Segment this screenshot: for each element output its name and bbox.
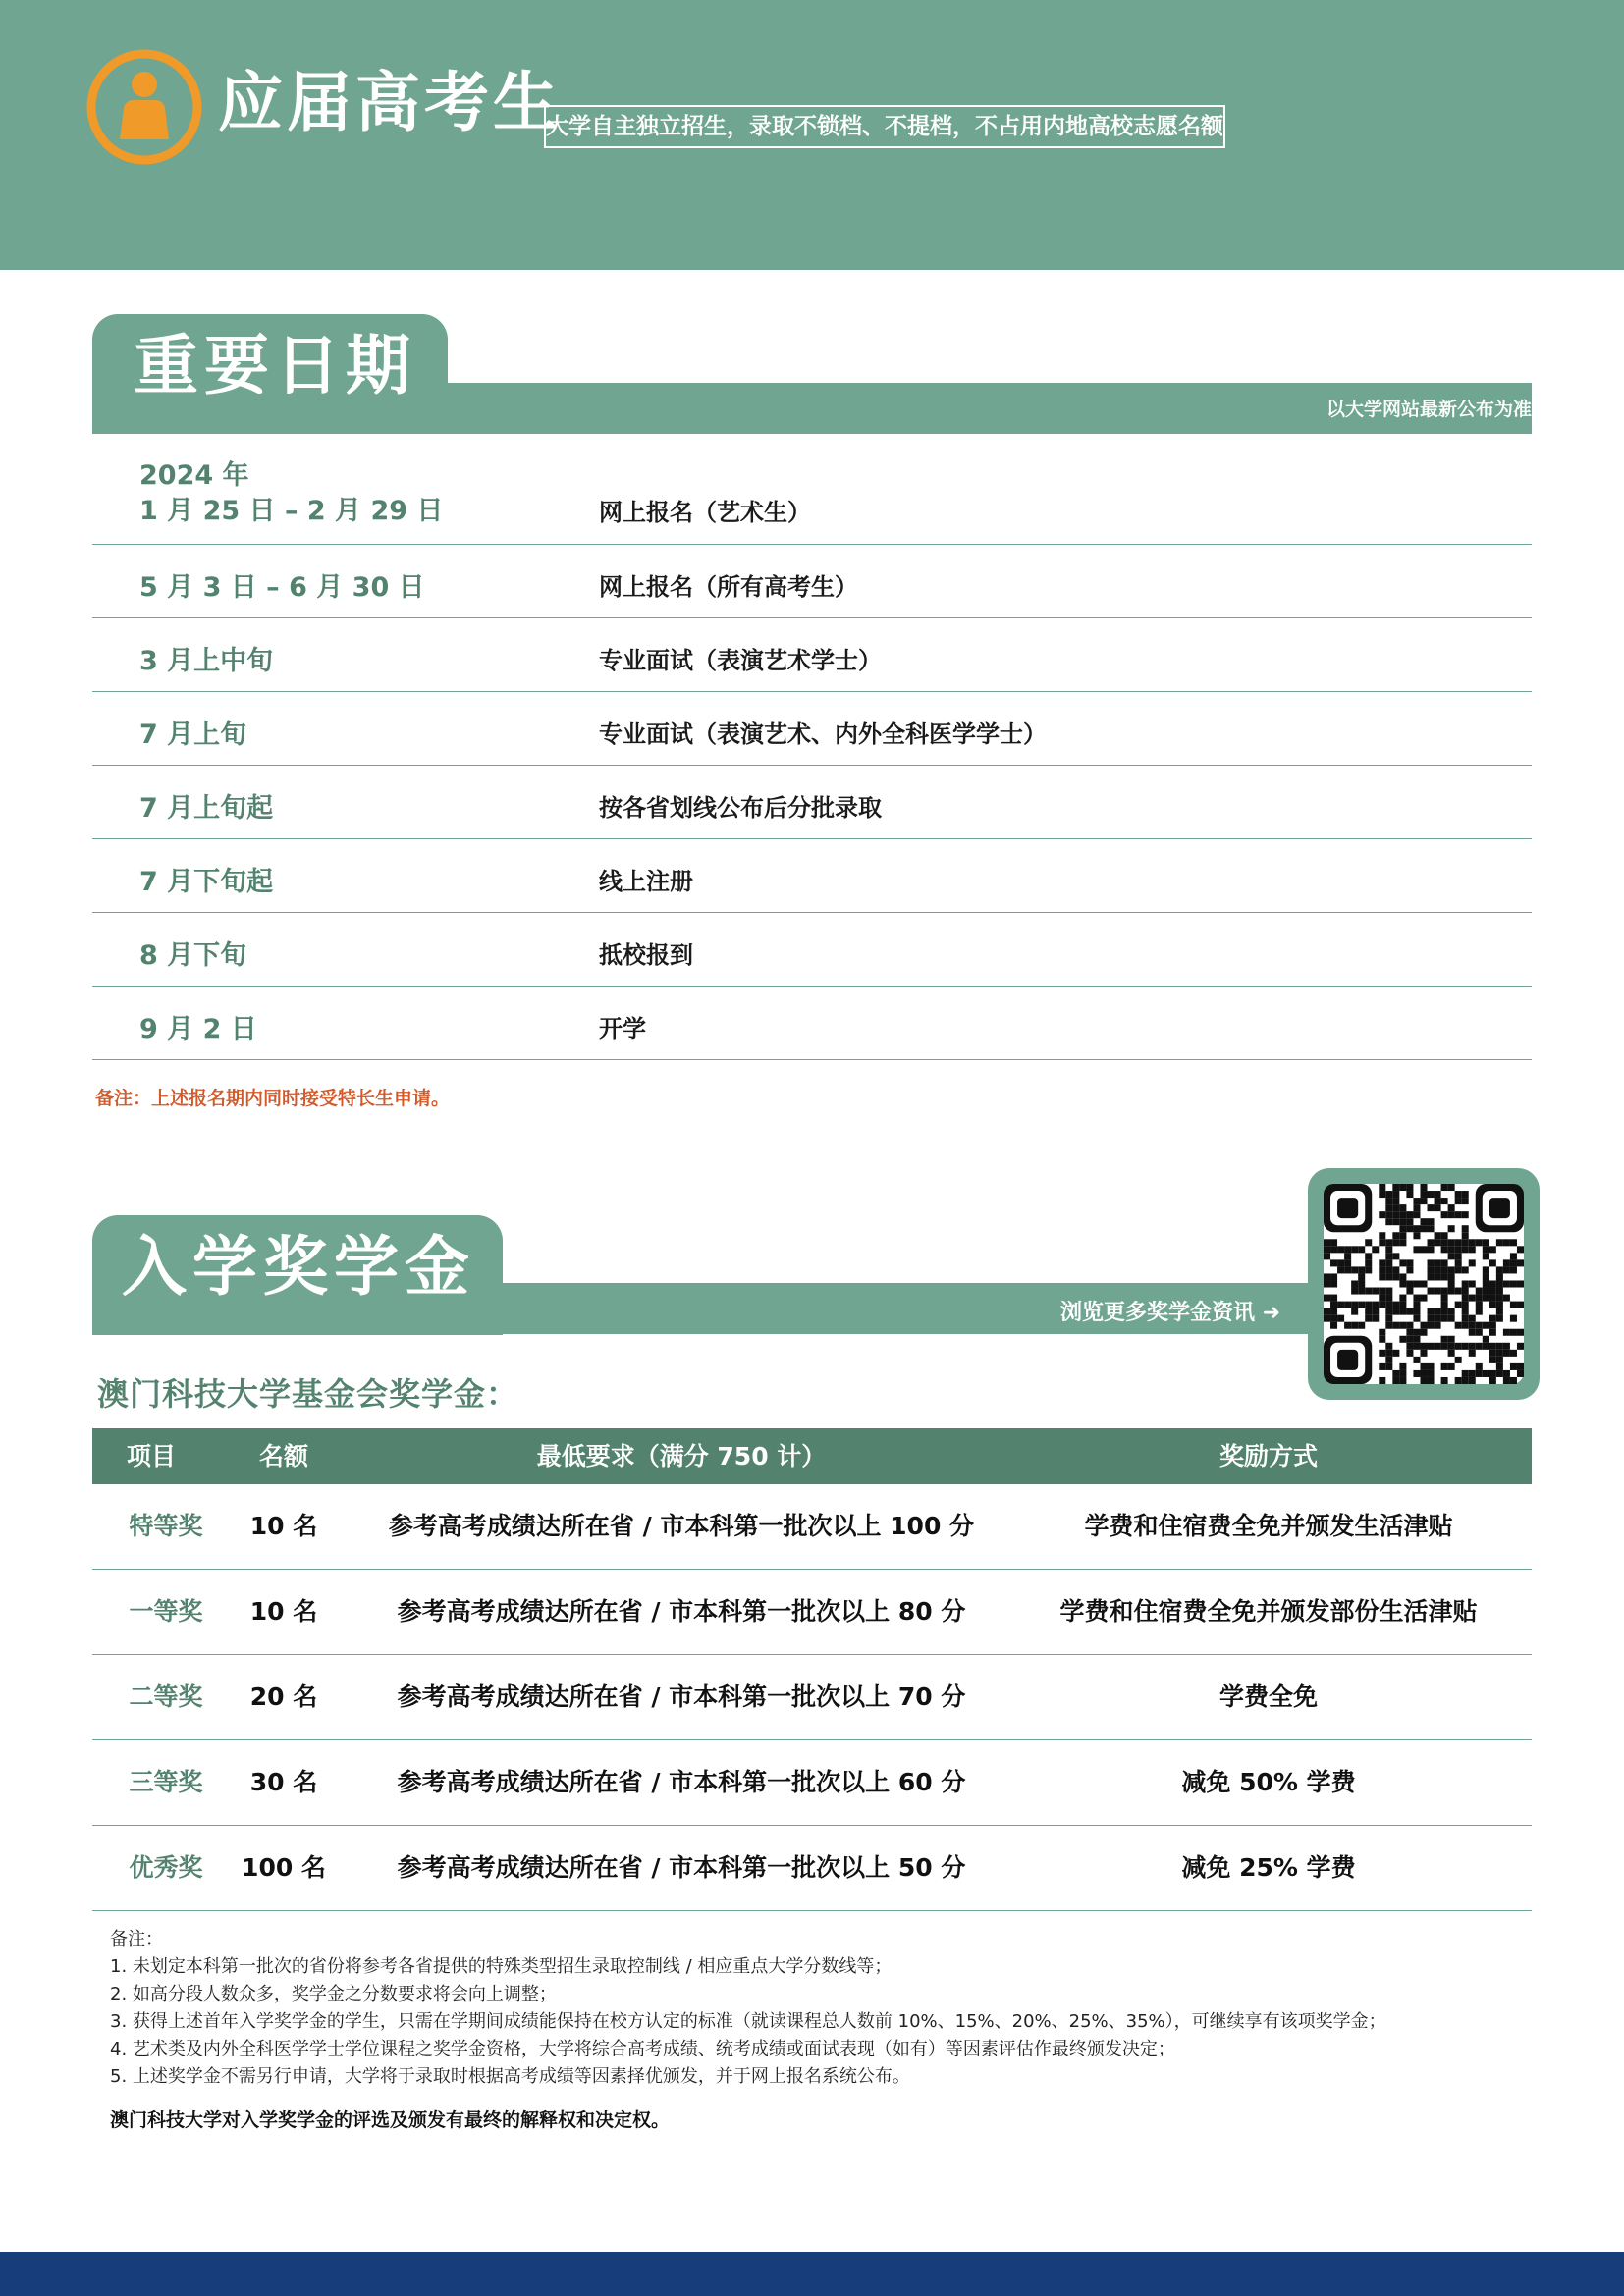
award-requirement: 参考高考成绩达所在省 / 市本科第一批次以上 50 分 [397, 1853, 966, 1882]
footer-bar [0, 2252, 1624, 2296]
event-cell: 网上报名（艺术生） [599, 499, 811, 526]
note-item: 4. 艺术类及内外全科医学学士学位课程之奖学金资格，大学将综合高考成绩、统考成绩或面试表现（如有）等因素评估作最终颁发决定； [110, 2039, 1175, 2059]
award-reward: 学费全免 [1218, 1682, 1318, 1711]
col-header-quota: 名额 [258, 1442, 308, 1470]
table-row [92, 1826, 1532, 1911]
date-cell: 7 月下旬起 [139, 867, 274, 897]
scholarship-section-title: 入学奖学金 [122, 1229, 475, 1305]
date-row [92, 765, 1532, 839]
award-quota: 10 名 [249, 1512, 318, 1540]
dates-footnote: 备注：上述报名期内同时接受特长生申请。 [95, 1088, 451, 1109]
date-row [92, 838, 1532, 913]
award-reward: 学费和住宿费全免并颁发部份生活津贴 [1059, 1597, 1478, 1626]
award-quota: 100 名 [242, 1853, 326, 1882]
event-cell: 专业面试（表演艺术、内外全科医学学士） [599, 721, 1047, 748]
date-cell: 9 月 2 日 [139, 1014, 257, 1044]
col-header-reward: 奖励方式 [1218, 1442, 1318, 1470]
table-row [92, 1740, 1532, 1826]
award-name: 特等奖 [129, 1512, 203, 1540]
date-cell: 7 月上旬起 [139, 793, 274, 824]
qr-code-icon[interactable] [1324, 1184, 1524, 1384]
date-row [92, 912, 1532, 987]
event-cell: 开学 [599, 1015, 646, 1042]
note-item: 2. 如高分段人数众多，奖学金之分数要求将会向上调整； [110, 1984, 557, 2004]
scholarship-table-header [92, 1428, 1532, 1484]
col-header-requirement: 最低要求（满分 750 计） [536, 1442, 827, 1470]
header-tagline: 大学自主独立招生，录取不锁档、不提档，不占用内地高校志愿名额 [544, 105, 1225, 148]
qr-code-pattern [1324, 1184, 1524, 1384]
award-name: 二等奖 [129, 1682, 203, 1711]
note-item: 1. 未划定本科第一批次的省份将参考各省提供的特殊类型招生录取控制线 / 相应重点大学分数线等； [110, 1956, 893, 1977]
award-name: 三等奖 [129, 1768, 203, 1796]
event-cell: 专业面试（表演艺术学士） [599, 647, 882, 674]
event-cell: 线上注册 [599, 868, 693, 895]
date-cell: 5 月 3 日 – 6 月 30 日 [139, 572, 425, 603]
col-header-item: 项目 [126, 1442, 176, 1470]
award-requirement: 参考高考成绩达所在省 / 市本科第一批次以上 70 分 [397, 1682, 966, 1711]
dates-section-title: 重要日期 [134, 328, 416, 403]
date-cell: 7 月上旬 [139, 720, 247, 750]
page-title: 应届高考生 [218, 65, 562, 140]
note-item: 5. 上述奖学金不需另行申请，大学将于录取时根据高考成绩等因素择优颁发，并于网上报名系统公布。 [110, 2066, 910, 2087]
award-name: 一等奖 [129, 1597, 203, 1626]
final-statement: 澳门科技大学对入学奖学金的评选及颁发有最终的解释权和决定权。 [110, 2109, 671, 2131]
date-row [92, 434, 1532, 545]
table-row [92, 1570, 1532, 1655]
date-year: 2024 年 [139, 460, 249, 491]
award-requirement: 参考高考成绩达所在省 / 市本科第一批次以上 100 分 [388, 1512, 975, 1540]
award-quota: 30 名 [249, 1768, 318, 1796]
table-row [92, 1484, 1532, 1570]
dates-section-note: 以大学网站最新公布为准 [1326, 399, 1532, 420]
date-row [92, 617, 1532, 692]
award-requirement: 参考高考成绩达所在省 / 市本科第一批次以上 80 分 [397, 1597, 966, 1626]
award-quota: 20 名 [249, 1682, 318, 1711]
award-reward: 减免 25% 学费 [1181, 1853, 1356, 1882]
table-row [92, 1655, 1532, 1740]
event-cell: 按各省划线公布后分批录取 [599, 794, 882, 822]
award-quota: 10 名 [249, 1597, 318, 1626]
student-avatar-icon [86, 49, 202, 165]
notes-title: 备注： [110, 1929, 163, 1949]
date-cell: 1 月 25 日 – 2 月 29 日 [139, 496, 444, 526]
scholarship-notes [110, 1926, 1386, 2091]
date-row [92, 691, 1532, 766]
scholarship-subtitle: 澳门科技大学基金会奖学金： [97, 1375, 519, 1413]
award-reward: 学费和住宿费全免并颁发生活津贴 [1084, 1512, 1453, 1540]
award-reward: 减免 50% 学费 [1181, 1768, 1356, 1796]
date-row [92, 986, 1532, 1060]
award-name: 优秀奖 [129, 1853, 203, 1882]
more-scholarship-link[interactable]: 浏览更多奖学金资讯 ➜ [1060, 1301, 1281, 1325]
note-item: 3. 获得上述首年入学奖学金的学生，只需在学期间成绩能保持在校方认定的标准（就读课程总人数前 10%、15%、20%、25%、35%），可继续享有该项奖学金； [110, 2011, 1386, 2032]
date-cell: 8 月下旬 [139, 940, 247, 971]
event-cell: 网上报名（所有高考生） [599, 573, 858, 601]
event-cell: 抵校报到 [599, 941, 693, 969]
date-cell: 3 月上中旬 [139, 646, 274, 676]
date-row [92, 544, 1532, 618]
award-requirement: 参考高考成绩达所在省 / 市本科第一批次以上 60 分 [397, 1768, 966, 1796]
